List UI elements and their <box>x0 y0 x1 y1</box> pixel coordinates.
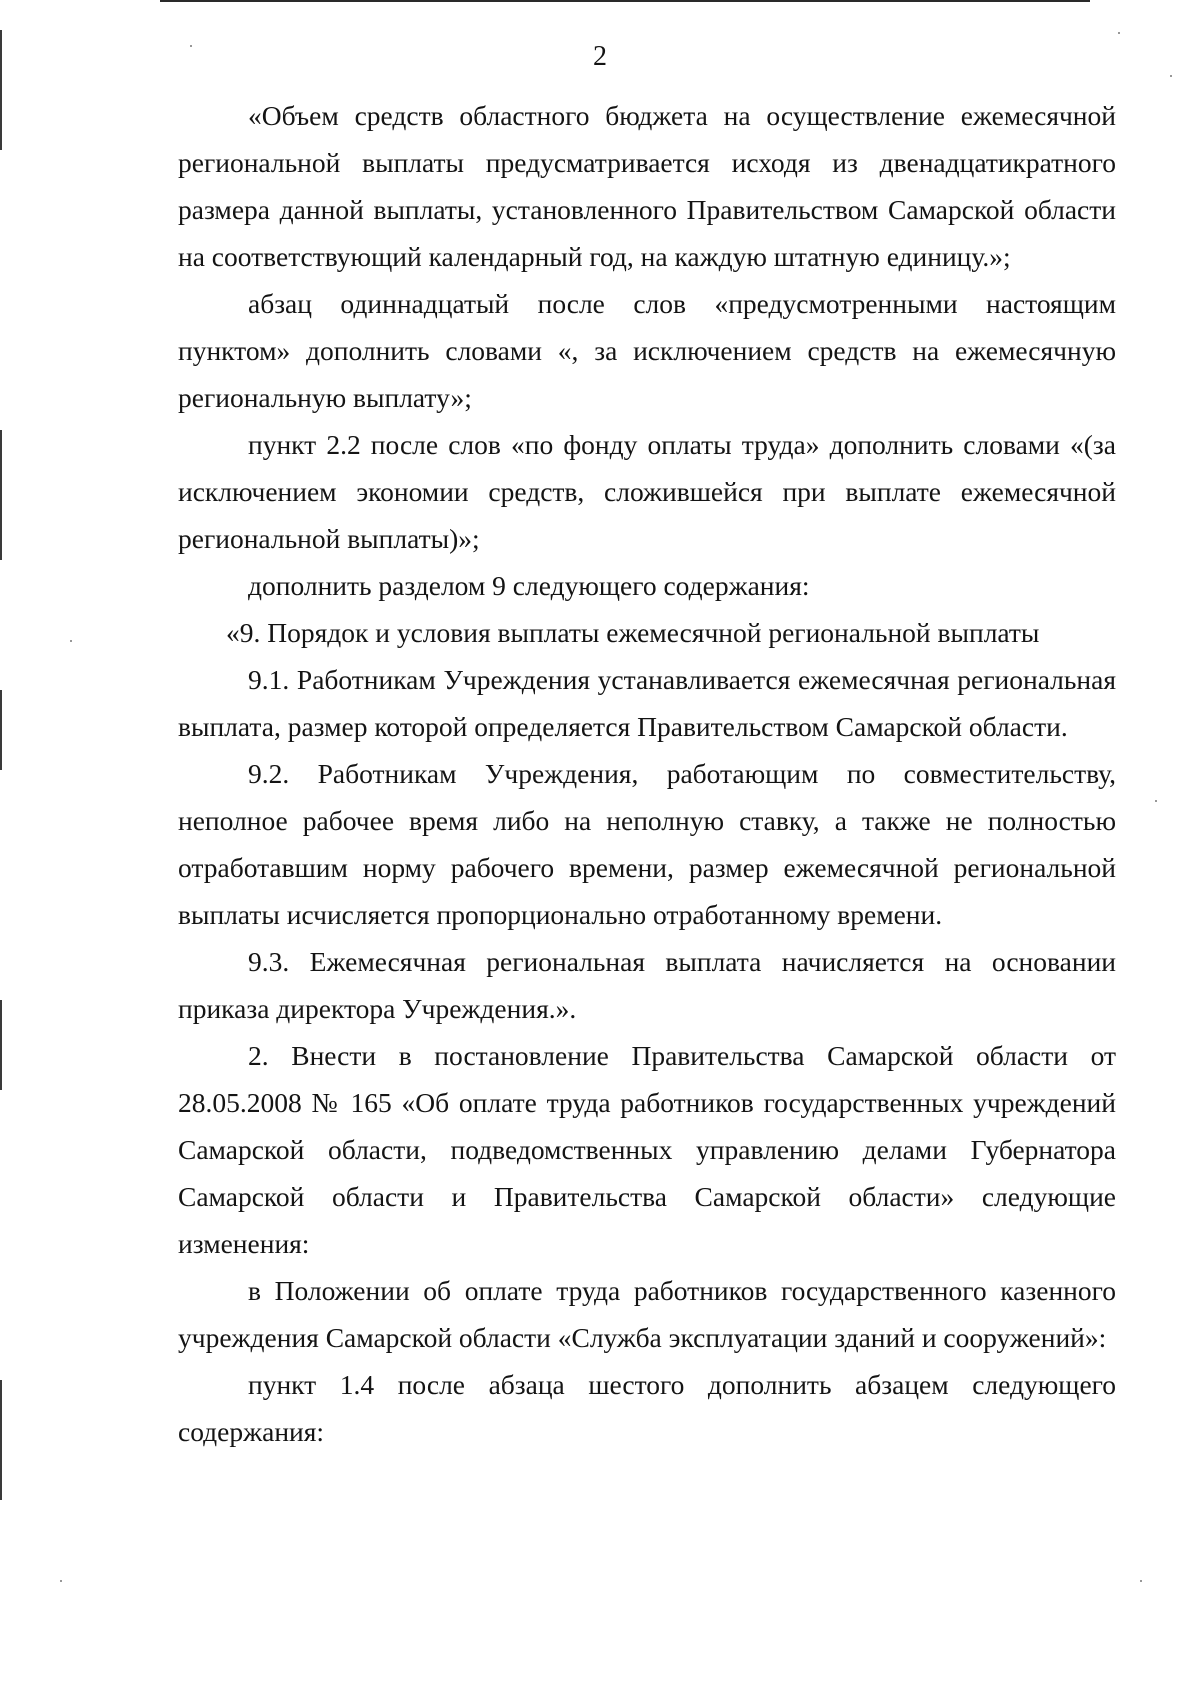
scan-left-edge <box>0 430 2 560</box>
scan-top-edge <box>160 0 1090 2</box>
paragraph-9-3: 9.3. Ежемесячная региональная выплата начисляется на основании приказа директора Учреждения.». <box>178 946 1116 1024</box>
scan-speck <box>1118 32 1120 34</box>
scan-speck <box>1140 1580 1142 1582</box>
scan-left-edge <box>0 1380 2 1500</box>
paragraph-9-1: 9.1. Работникам Учреждения устанавливается ежемесячная региональная выплата, размер которой определяется Правительством Самарской области. <box>178 664 1116 742</box>
scan-speck <box>70 640 72 642</box>
paragraph-item-2: 2. Внести в постановление Правительства Самарской области от 28.05.2008 № 165 «Об оплате труда работников государственных учреждений Самарской области, подведомственных управлению делами Губернатора Самарской области и Правительства Самарской области» следующие изменения: <box>178 1040 1116 1259</box>
document-body <box>178 92 1116 1455</box>
paragraph-budget-volume: «Объем средств областного бюджета на осуществление ежемесячной региональной выплаты предусматривается исходя из двенадцатикратного размера данной выплаты, установленного Правительством Самарской области на соответствующий календарный год, на каждую штатную единицу.»; <box>178 100 1116 272</box>
scan-left-edge <box>0 1000 2 1090</box>
scan-speck <box>1170 75 1172 77</box>
paragraph-point-2-2: пункт 2.2 после слов «по фонду оплаты труда» дополнить словами «(за исключением экономии средств, сложившейся при выплате ежемесячной региональной выплаты)»; <box>178 429 1116 554</box>
scan-left-edge <box>0 690 2 770</box>
paragraph-regulation: в Положении об оплате труда работников государственного казенного учреждения Самарской области «Служба эксплуатации зданий и сооружений»: <box>178 1275 1116 1353</box>
paragraph-eleventh-abzac: абзац одиннадцатый после слов «предусмотренными настоящим пунктом» дополнить словами «, за исключением средств на ежемесячную региональную выплату»; <box>178 288 1116 413</box>
paragraph-point-1-4: пункт 1.4 после абзаца шестого дополнить абзацем следующего содержания: <box>178 1369 1116 1447</box>
section-9-heading: «9. Порядок и условия выплаты ежемесячной региональной выплаты <box>226 617 1040 648</box>
paragraph-add-section-9: дополнить разделом 9 следующего содержания: <box>248 570 810 601</box>
scan-speck <box>60 1580 62 1582</box>
page-number: 2 <box>593 41 607 72</box>
paragraph-9-2: 9.2. Работникам Учреждения, работающим по совместительству, неполное рабочее время либо на неполную ставку, а также не полностью отработавшим норму рабочего времени, размер ежемесячной региональной выплаты исчисляется пропорционально отработанному времени. <box>178 758 1116 930</box>
scan-speck <box>1155 800 1157 802</box>
